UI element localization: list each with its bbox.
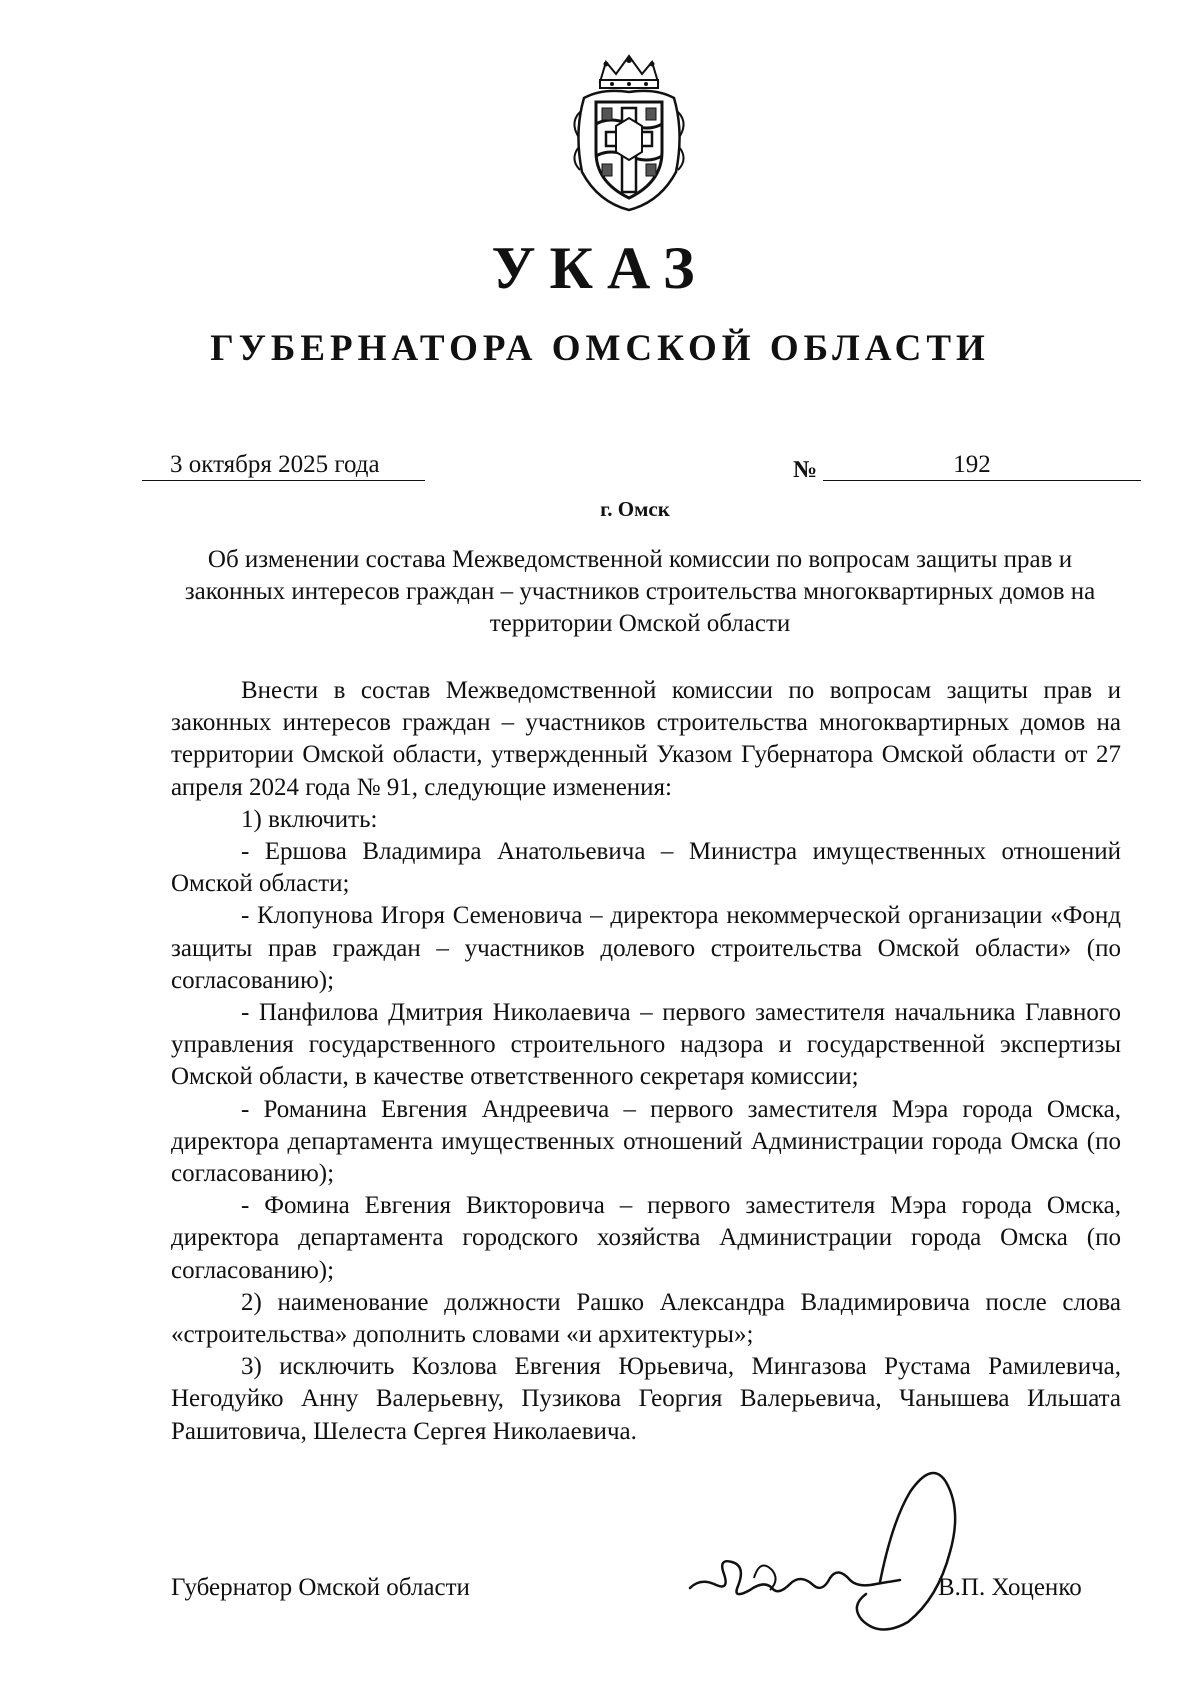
body-paragraph: Внести в состав Межведомственной комиссии по вопросам защиты прав и законных интересов граждан – участников строительства многоквартирных домов на территории Омской области, утвержденный Указом Губернатора Омской области от 27 апреля 2024 года № 91, следующие изменения: [171, 677, 1121, 801]
body-paragraph: - Романина Евгения Андреевича – первого заместителя Мэра города Омска, директора департамента имущественных отношений Администрации города Омска (по согласованию); [171, 1095, 1121, 1188]
decree-heading: УКАЗ [491, 235, 709, 301]
city-label: г. Омск [600, 497, 670, 521]
number-sign: № [793, 457, 818, 483]
issuer-heading: ГУБЕРНАТОРА ОМСКОЙ ОБЛАСТИ [210, 328, 990, 369]
decree-body [171, 675, 1121, 1448]
coat-of-arms-icon [570, 52, 688, 212]
signatory-name: В.П. Хоценко [938, 1574, 1082, 1601]
decree-date: 3 октября 2025 года [142, 450, 425, 481]
decree-number: 192 [823, 450, 1141, 481]
signatory-position: Губернатор Омской области [171, 1574, 470, 1601]
body-paragraph: - Фомина Евгения Викторовича – первого заместителя Мэра города Омска, директора департамента городского хозяйства Администрации города Омска (по согласованию); [171, 1192, 1121, 1284]
body-paragraph: - Клопунова Игоря Семеновича – директора некоммерческой организации «Фонд защиты прав граждан – участников долевого строительства Омской области» (по согласованию); [171, 902, 1121, 994]
body-paragraph: 2) наименование должности Рашко Александра Владимировича после слова «строительства» дополнить словами «и архитектуры»; [171, 1288, 1121, 1349]
body-paragraph: 3) исключить Козлова Евгения Юрьевича, Мингазова Рустама Рамилевича, Негодуйко Анну Валерьевну, Пузикова Георгия Валерьевича, Чанышева Ильшата Рашитовича, Шелеста Сергея Николаевича. [171, 1353, 1121, 1445]
document-title: Об изменении состава Межведомственной комиссии по вопросам защиты прав и законных интересов граждан – участников строительства многоквартирных домов на территории Омской области [184, 546, 1096, 637]
body-paragraph: - Ершова Владимира Анатольевича – Министра имущественных отношений Омской области; [171, 838, 1121, 898]
body-paragraph: 1) включить: [241, 805, 378, 833]
body-paragraph: - Панфилова Дмитрия Николаевича – первого заместителя начальника Главного управления государственного строительного надзора и государственной экспертизы Омской области, в качестве ответственного секретаря комиссии; [171, 999, 1121, 1091]
signature-image [680, 1462, 1000, 1632]
